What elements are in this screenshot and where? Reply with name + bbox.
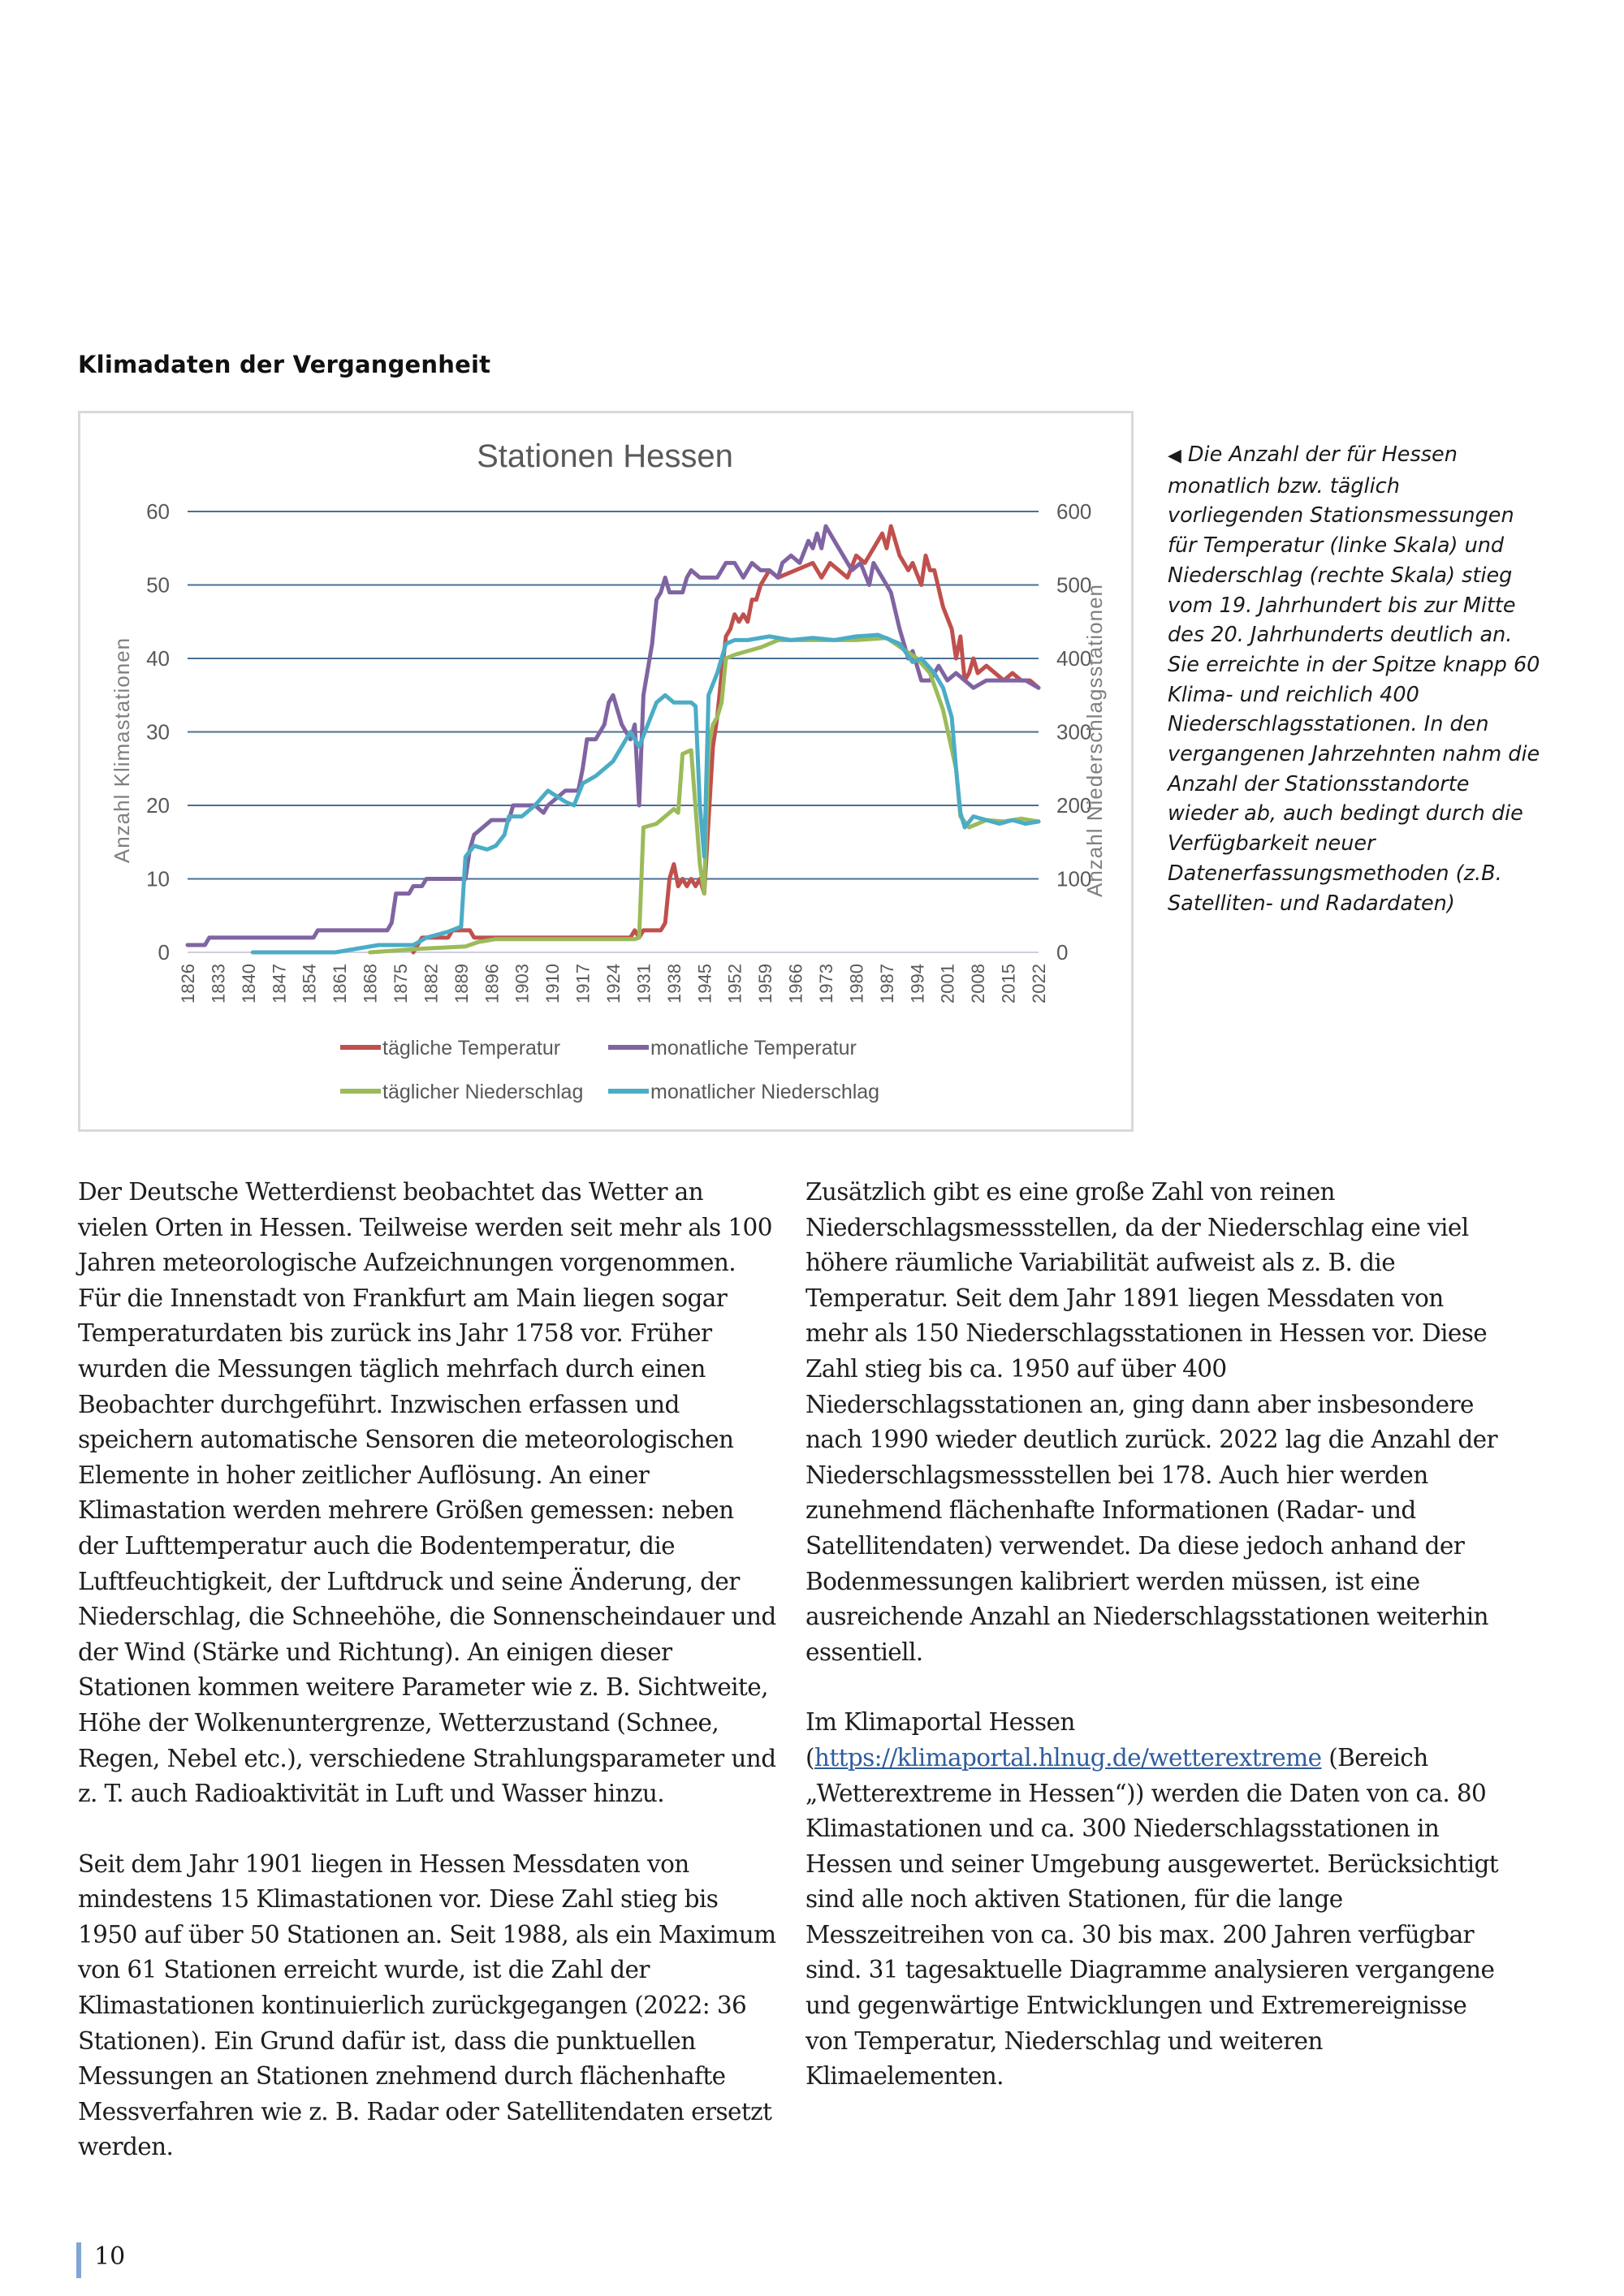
- y-tick-label: 400: [1056, 646, 1092, 671]
- caption-text: Die Anzahl der für Hessen monatlich bzw. täglich vorliegenden Stationsmessungen für Temperatur (linke Skala) und Niederschlag (rechte Skala) stieg vom 19. Jahrhundert bis zur Mitte des 20. Jahrhunderts deutlich an. Sie erreichte in der Spitze knapp 60 Klima- und reichlich 400 Niederschlagsstationen. In den vergangenen Jahrzehnten nahm die Anzahl der Stationsstandorte wieder ab, auch bedingt durch die Verfügbarkeit neuer Datenerfassungsmethoden (z.B. Satelliten- und Radardaten): [1168, 442, 1540, 916]
- legend-item-monthly-precipitation: [608, 1081, 879, 1103]
- y-tick-label: 600: [1056, 499, 1092, 524]
- paragraph-text: (Bereich „Wetterextreme in Hessen“)) werden die Daten von ca. 80 Klimastationen und ca. 300 Niederschlagsstationen in Hessen und seiner Umgebung ausgewertet. Berücksichtigt sind alle noch aktiven Stationen, für die lange Messzeitreihen von ca. 30 bis max. 200 Jahren verfügbar sind. 31 tagesaktuelle Diagramme analysieren vergangene und gegenwärtige Entwicklungen und Extremereignisse von Temperatur, Niederschlag und weiteren Klimaelementen.: [806, 1743, 1499, 2091]
- chart-title: Stationen Hessen: [477, 438, 733, 474]
- y-tick-label: 200: [1056, 793, 1092, 818]
- x-tick-label: 1952: [724, 964, 745, 1003]
- legend-label: monatlicher Niederschlag: [650, 1081, 880, 1103]
- y-tick-label: 20: [146, 793, 170, 818]
- x-tick-label: 1924: [603, 964, 624, 1003]
- chart-gridlines: [188, 511, 1039, 952]
- x-tick-label: 1903: [512, 964, 533, 1003]
- page-number-accent-bar: [76, 2242, 81, 2278]
- x-tick-label: 1945: [694, 964, 715, 1003]
- y-tick-label: 300: [1056, 719, 1092, 744]
- legend-label: monatliche Temperatur: [650, 1037, 857, 1060]
- line-chart: [80, 413, 1131, 1129]
- legend-swatch-purple: [608, 1045, 649, 1050]
- x-tick-label: 1889: [451, 964, 472, 1003]
- chart-series-lines: [188, 526, 1039, 952]
- chart-figure: [78, 411, 1134, 1132]
- y-tick-label: 0: [158, 940, 170, 965]
- page-number: 10: [94, 2242, 126, 2271]
- x-tick-label: 2001: [937, 964, 958, 1003]
- body-column-left: [78, 1175, 776, 2200]
- left-arrow-icon: ◀: [1168, 446, 1181, 466]
- paragraph: Zusätzlich gibt es eine große Zahl von reinen Niederschlagsmessstellen, da der Niederschlag eine viel höhere räumliche Variabilität aufweist als z. B. die Temperatur. Seit dem Jahr 1891 liegen Messdaten von mehr als 150 Niederschlagsstationen in Hessen vor. Diese Zahl stieg bis ca. 1950 auf über 400 Niederschlagsstationen an, ging dann aber insbesondere nach 1990 wieder deutlich zurück. 2022 lag die Anzahl der Niederschlagsmessstellen bei 178. Auch hier werden zunehmend flächenhafte Informationen (Radar- und Satellitendaten) verwendet. Da diese jedoch anhand der Bodenmessungen kalibriert werden müssen, ist eine ausreichende Anzahl an Niederschlagsstationen weiterhin essentiell.: [806, 1178, 1498, 1666]
- x-tick-label: 1896: [482, 964, 503, 1003]
- legend-item-monthly-temperature: [608, 1037, 857, 1060]
- paragraph: [806, 1705, 1504, 2095]
- y-tick-label: 500: [1056, 572, 1092, 598]
- series-line: [188, 526, 1039, 945]
- x-tick-label: 1994: [907, 964, 928, 1003]
- x-tick-label: 1980: [846, 964, 867, 1003]
- series-line: [413, 526, 1039, 952]
- legend-label: täglicher Niederschlag: [382, 1081, 584, 1103]
- x-tick-label: 2008: [968, 964, 989, 1003]
- x-tick-label: 1854: [299, 964, 320, 1003]
- right-axis-label: Anzahl Niederschlagsstationen: [1082, 584, 1107, 897]
- legend-swatch-green: [340, 1089, 381, 1094]
- legend-label: tägliche Temperatur: [382, 1037, 561, 1060]
- x-tick-label: 1910: [542, 964, 564, 1003]
- x-tick-label: 1931: [633, 964, 654, 1003]
- klimaportal-link[interactable]: https://klimaportal.hlnug.de/wetterextreme: [814, 1743, 1322, 1772]
- x-tick-label: 1882: [421, 964, 442, 1003]
- body-column-right: [806, 1175, 1504, 2130]
- y-tick-label: 10: [146, 866, 170, 891]
- x-tick-label: 1847: [269, 964, 290, 1003]
- paragraph-text: Im Klimaportal Hessen (: [806, 1708, 1075, 1772]
- x-tick-label: 1959: [755, 964, 776, 1003]
- y-tick-label: 100: [1056, 866, 1092, 891]
- x-tick-label: 1987: [876, 964, 897, 1003]
- x-axis-ticks: [178, 964, 1049, 1003]
- section-title: Klimadaten der Vergangenheit: [78, 351, 491, 378]
- x-tick-label: 1840: [238, 964, 259, 1003]
- x-tick-label: 1917: [572, 964, 594, 1003]
- x-tick-label: 2015: [998, 964, 1019, 1003]
- x-tick-label: 2022: [1029, 964, 1049, 1003]
- paragraph: Seit dem Jahr 1901 liegen in Hessen Messdaten von mindestens 15 Klimastationen vor. Diese Zahl stieg bis 1950 auf über 50 Stationen an. Seit 1988, als ein Maximum von 61 Stationen erreicht wurde, ist die Zahl der Klimastationen kontinuierlich zurückgegangen (2022: 36 Stationen). Ein Grund dafür ist, dass die punktuellen Messungen an Stationen znehmend durch flächenhafte Messverfahren wie z. B. Radar oder Satellitendaten ersetzt werden.: [78, 1849, 776, 2161]
- x-tick-label: 1826: [178, 964, 198, 1003]
- y-tick-label: 0: [1056, 940, 1069, 965]
- left-axis-ticks: [146, 499, 170, 965]
- legend-item-daily-temperature: [340, 1037, 560, 1060]
- y-tick-label: 40: [146, 646, 170, 671]
- y-tick-label: 50: [146, 572, 170, 598]
- legend-swatch-cyan: [608, 1089, 649, 1094]
- legend-item-daily-precipitation: [340, 1081, 583, 1103]
- left-axis-label: Anzahl Klimastationen: [110, 637, 134, 864]
- x-tick-label: 1833: [208, 964, 229, 1003]
- y-tick-label: 60: [146, 499, 170, 524]
- y-tick-label: 30: [146, 719, 170, 744]
- legend-swatch-red: [340, 1045, 381, 1050]
- x-tick-label: 1861: [330, 964, 351, 1003]
- x-tick-label: 1966: [785, 964, 806, 1003]
- paragraph: Der Deutsche Wetterdienst beobachtet das Wetter an vielen Orten in Hessen. Teilweise werden seit mehr als 100 Jahren meteorologische Aufzeichnungen vorgenommen. Für die Innenstadt von Frankfurt am Main liegen sogar Temperaturdaten bis zurück ins Jahr 1758 vor. Früher wurden die Messungen täglich mehrfach durch einen Beobachter durchgeführt. Inzwischen erfassen und speichern automatische Sensoren die meteorologischen Elemente in hoher zeitlicher Auflösung. An einer Klimastation werden mehrere Größen gemessen: neben der Lufttemperatur auch die Bodentemperatur, die Luftfeuchtigkeit, der Luftdruck und seine Änderung, der Niederschlag, die Schneehöhe, die Sonnenscheindauer und der Wind (Stärke und Richtung). An einigen dieser Stationen kommen weitere Parameter wie z. B. Sichtweite, Höhe der Wolkenuntergrenze, Wetterzustand (Schnee, Regen, Nebel etc.), verschiedene Strahlungsparameter und z. T. auch Radioaktivität in Luft und Wasser hinzu.: [78, 1178, 776, 1808]
- x-tick-label: 1875: [391, 964, 411, 1003]
- chart-legend: [340, 1037, 879, 1103]
- figure-caption: [1168, 440, 1541, 918]
- x-tick-label: 1973: [816, 964, 836, 1003]
- x-tick-label: 1868: [360, 964, 381, 1003]
- x-tick-label: 1938: [663, 964, 685, 1003]
